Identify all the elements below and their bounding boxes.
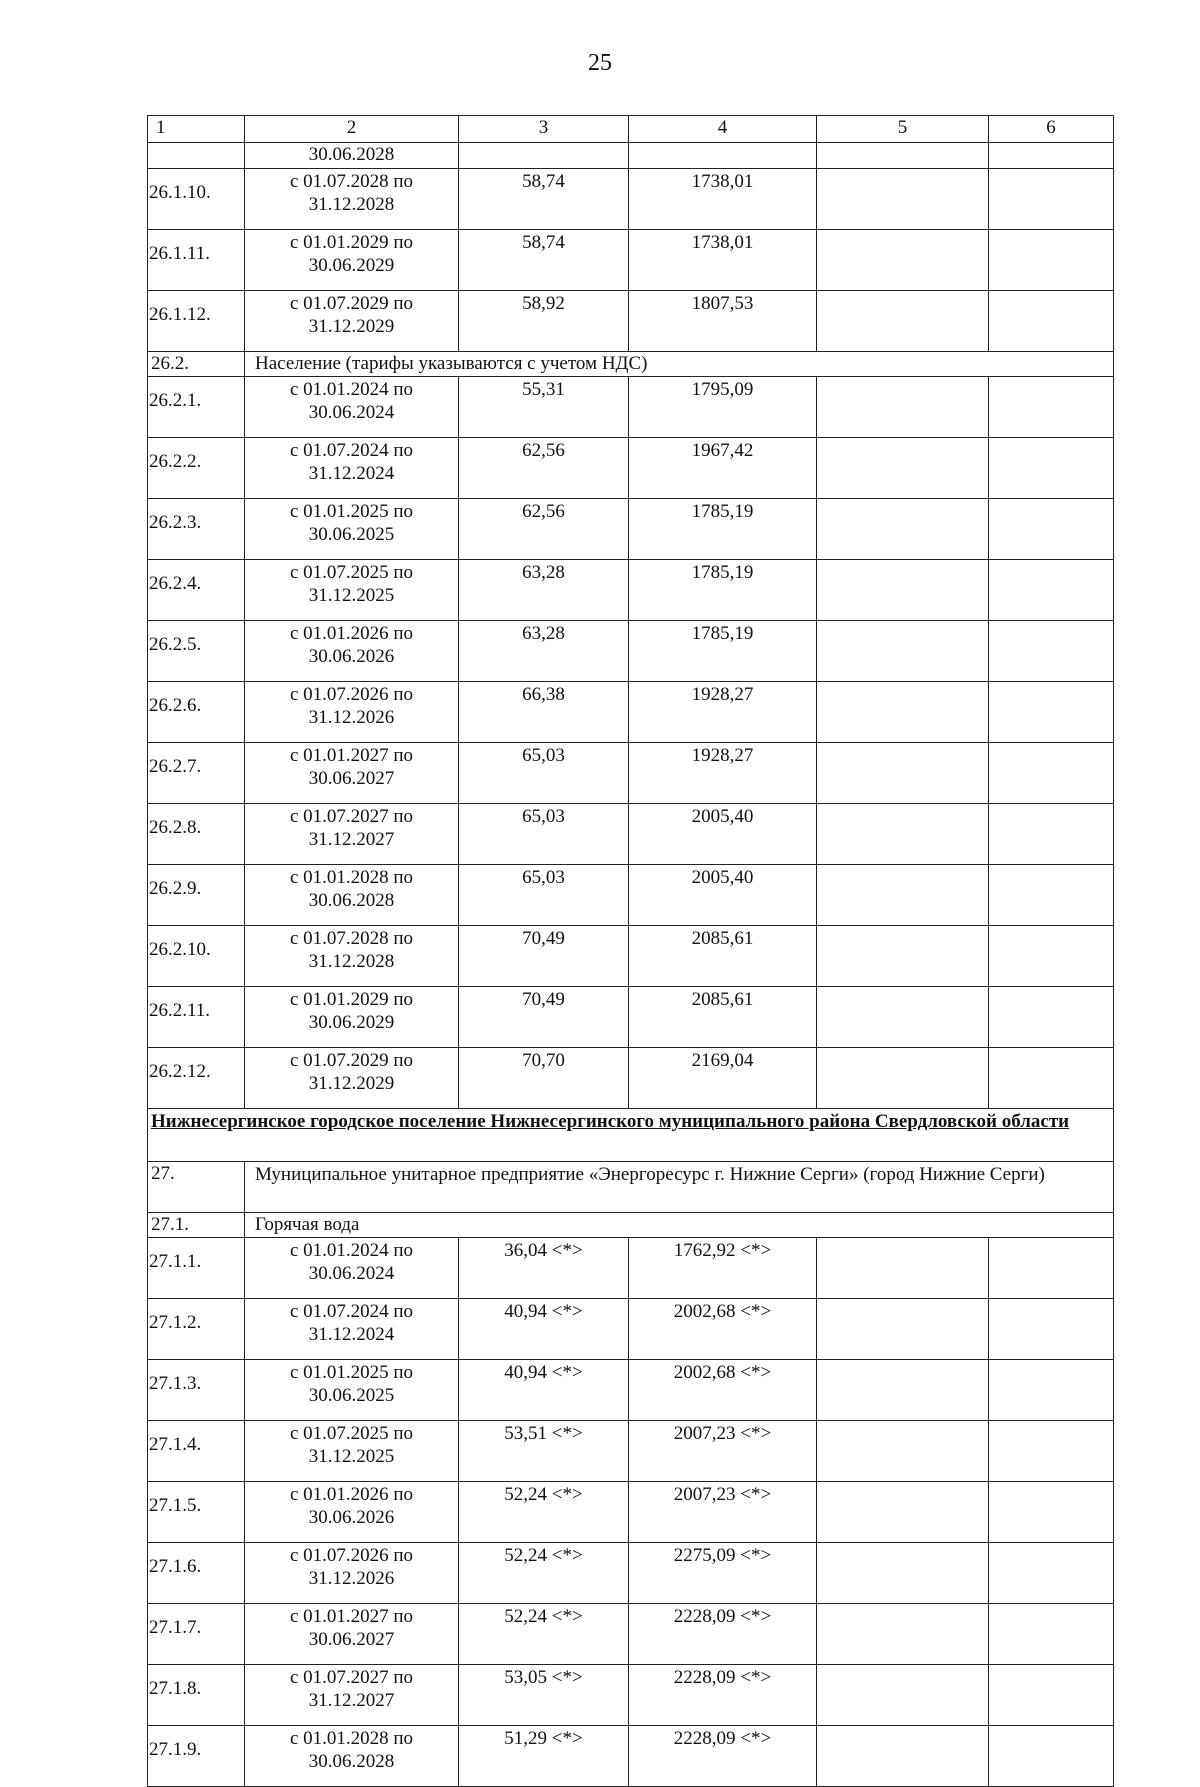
value-col-5 <box>817 560 989 621</box>
row-number: 26.2.11. <box>148 987 245 1048</box>
row-number: 26.2.3. <box>148 499 245 560</box>
section-label: Горячая вода <box>245 1213 1114 1238</box>
value-col-3: 55,31 <box>459 377 629 438</box>
value-col-5 <box>817 1665 989 1726</box>
value-col-3: 52,24 <*> <box>459 1543 629 1604</box>
continuation-period: 30.06.2028 <box>245 143 459 169</box>
value-col-5 <box>817 926 989 987</box>
period-cell: с 01.07.2028 по 31.12.2028 <box>245 926 459 987</box>
value-col-3: 40,94 <*> <box>459 1360 629 1421</box>
value-col-6 <box>989 291 1114 352</box>
period-cell: с 01.01.2026 по 30.06.2026 <box>245 1482 459 1543</box>
tariff-row <box>148 438 1114 499</box>
row-number: 26.2.7. <box>148 743 245 804</box>
value-col-5 <box>817 743 989 804</box>
region-heading: Нижнесергинское городское поселение Нижнесергинского муниципального района Свердловской области <box>148 1109 1114 1162</box>
organization-name: Муниципальное унитарное предприятие «Энергоресурс г. Нижние Серги» (город Нижние Серги) <box>245 1162 1114 1213</box>
value-col-6 <box>989 865 1114 926</box>
tariff-row <box>148 377 1114 438</box>
tariff-row <box>148 1604 1114 1665</box>
value-col-6 <box>989 926 1114 987</box>
value-col-4: 1738,01 <box>629 169 817 230</box>
row-number: 26.2.8. <box>148 804 245 865</box>
tariff-table-body <box>148 116 1114 1787</box>
value-col-5 <box>817 1238 989 1299</box>
value-col-6 <box>989 1238 1114 1299</box>
value-col-4: 2169,04 <box>629 1048 817 1109</box>
value-col-3: 65,03 <box>459 804 629 865</box>
tariff-row <box>148 1482 1114 1543</box>
tariff-row <box>148 621 1114 682</box>
region-heading-row <box>148 1109 1114 1162</box>
row-number: 26.2.6. <box>148 682 245 743</box>
value-col-3: 58,74 <box>459 230 629 291</box>
value-col-3: 36,04 <*> <box>459 1238 629 1299</box>
value-col-5 <box>817 169 989 230</box>
row-number: 26.1.10. <box>148 169 245 230</box>
column-number-row <box>148 116 1114 143</box>
value-col-6 <box>989 621 1114 682</box>
period-cell: с 01.01.2024 по 30.06.2024 <box>245 377 459 438</box>
value-col-6 <box>989 1048 1114 1109</box>
value-col-4: 2005,40 <box>629 804 817 865</box>
tariff-row <box>148 1421 1114 1482</box>
value-col-3: 40,94 <*> <box>459 1299 629 1360</box>
value-col-6 <box>989 377 1114 438</box>
value-col-5 <box>817 1604 989 1665</box>
value-col-4: 2002,68 <*> <box>629 1360 817 1421</box>
continuation-cell <box>459 143 629 169</box>
tariff-row <box>148 499 1114 560</box>
tariff-row <box>148 1048 1114 1109</box>
tariff-row <box>148 743 1114 804</box>
value-col-6 <box>989 169 1114 230</box>
value-col-3: 65,03 <box>459 743 629 804</box>
period-cell: с 01.01.2025 по 30.06.2025 <box>245 1360 459 1421</box>
value-col-6 <box>989 438 1114 499</box>
value-col-4: 1785,19 <box>629 499 817 560</box>
value-col-6 <box>989 560 1114 621</box>
value-col-3: 53,05 <*> <box>459 1665 629 1726</box>
value-col-6 <box>989 1421 1114 1482</box>
value-col-6 <box>989 743 1114 804</box>
row-number: 27.1.9. <box>148 1726 245 1787</box>
value-col-4: 1807,53 <box>629 291 817 352</box>
tariff-row <box>148 1299 1114 1360</box>
section-number: 26.2. <box>148 352 245 377</box>
value-col-5 <box>817 1482 989 1543</box>
value-col-3: 53,51 <*> <box>459 1421 629 1482</box>
value-col-4: 1967,42 <box>629 438 817 499</box>
value-col-3: 52,24 <*> <box>459 1482 629 1543</box>
section-row-27-1 <box>148 1213 1114 1238</box>
value-col-3: 58,92 <box>459 291 629 352</box>
continuation-row <box>148 143 1114 169</box>
tariff-row <box>148 682 1114 743</box>
value-col-5 <box>817 499 989 560</box>
period-cell: с 01.01.2027 по 30.06.2027 <box>245 743 459 804</box>
row-number: 27.1.8. <box>148 1665 245 1726</box>
value-col-6 <box>989 682 1114 743</box>
row-number: 27.1.5. <box>148 1482 245 1543</box>
value-col-6 <box>989 987 1114 1048</box>
row-number: 26.1.11. <box>148 230 245 291</box>
tariff-table <box>147 115 1114 1787</box>
tariff-row <box>148 1543 1114 1604</box>
tariff-row <box>148 804 1114 865</box>
period-cell: с 01.07.2029 по 31.12.2029 <box>245 291 459 352</box>
row-number: 26.2.1. <box>148 377 245 438</box>
page-number: 25 <box>588 50 612 76</box>
value-col-5 <box>817 377 989 438</box>
value-col-3: 51,29 <*> <box>459 1726 629 1787</box>
organization-row-27 <box>148 1162 1114 1213</box>
value-col-5 <box>817 865 989 926</box>
period-cell: с 01.01.2025 по 30.06.2025 <box>245 499 459 560</box>
period-cell: с 01.01.2027 по 30.06.2027 <box>245 1604 459 1665</box>
value-col-4: 1928,27 <box>629 743 817 804</box>
row-number: 26.2.2. <box>148 438 245 499</box>
value-col-4: 1785,19 <box>629 621 817 682</box>
section-row-26-2 <box>148 352 1114 377</box>
value-col-3: 63,28 <box>459 621 629 682</box>
value-col-5 <box>817 682 989 743</box>
row-number: 27.1.2. <box>148 1299 245 1360</box>
value-col-4: 2085,61 <box>629 987 817 1048</box>
value-col-3: 66,38 <box>459 682 629 743</box>
value-col-6 <box>989 499 1114 560</box>
value-col-5 <box>817 987 989 1048</box>
continuation-cell <box>817 143 989 169</box>
value-col-6 <box>989 1360 1114 1421</box>
tariff-row <box>148 926 1114 987</box>
value-col-5 <box>817 1360 989 1421</box>
column-number-2: 2 <box>245 116 459 143</box>
row-number: 26.2.9. <box>148 865 245 926</box>
column-number-1: 1 <box>148 116 245 143</box>
period-cell: с 01.01.2028 по 30.06.2028 <box>245 1726 459 1787</box>
row-number: 27.1.1. <box>148 1238 245 1299</box>
value-col-5 <box>817 804 989 865</box>
period-cell: с 01.07.2026 по 31.12.2026 <box>245 1543 459 1604</box>
value-col-5 <box>817 230 989 291</box>
row-number: 26.2.10. <box>148 926 245 987</box>
period-cell: с 01.07.2024 по 31.12.2024 <box>245 1299 459 1360</box>
row-number: 26.1.12. <box>148 291 245 352</box>
value-col-6 <box>989 804 1114 865</box>
value-col-6 <box>989 230 1114 291</box>
period-cell: с 01.07.2025 по 31.12.2025 <box>245 1421 459 1482</box>
section-label: Население (тарифы указываются с учетом НДС) <box>245 352 1114 377</box>
tariff-row <box>148 1360 1114 1421</box>
tariff-row <box>148 230 1114 291</box>
value-col-4: 2002,68 <*> <box>629 1299 817 1360</box>
tariff-row <box>148 291 1114 352</box>
continuation-cell <box>989 143 1114 169</box>
value-col-5 <box>817 1421 989 1482</box>
value-col-6 <box>989 1543 1114 1604</box>
value-col-4: 2005,40 <box>629 865 817 926</box>
continuation-cell <box>629 143 817 169</box>
value-col-4: 2007,23 <*> <box>629 1482 817 1543</box>
section-number: 27.1. <box>148 1213 245 1238</box>
period-cell: с 01.01.2024 по 30.06.2024 <box>245 1238 459 1299</box>
organization-number: 27. <box>148 1162 245 1213</box>
value-col-4: 2007,23 <*> <box>629 1421 817 1482</box>
value-col-3: 70,49 <box>459 926 629 987</box>
tariff-row <box>148 169 1114 230</box>
value-col-5 <box>817 1726 989 1787</box>
value-col-3: 70,49 <box>459 987 629 1048</box>
tariff-row <box>148 1726 1114 1787</box>
row-number: 27.1.6. <box>148 1543 245 1604</box>
value-col-3: 65,03 <box>459 865 629 926</box>
period-cell: с 01.07.2027 по 31.12.2027 <box>245 804 459 865</box>
period-cell: с 01.07.2025 по 31.12.2025 <box>245 560 459 621</box>
value-col-4: 1738,01 <box>629 230 817 291</box>
value-col-6 <box>989 1726 1114 1787</box>
value-col-4: 1762,92 <*> <box>629 1238 817 1299</box>
column-number-3: 3 <box>459 116 629 143</box>
value-col-5 <box>817 1048 989 1109</box>
tariff-row <box>148 987 1114 1048</box>
value-col-3: 58,74 <box>459 169 629 230</box>
period-cell: с 01.01.2028 по 30.06.2028 <box>245 865 459 926</box>
row-number: 27.1.4. <box>148 1421 245 1482</box>
continuation-num-cell <box>148 143 245 169</box>
value-col-5 <box>817 1543 989 1604</box>
value-col-3: 70,70 <box>459 1048 629 1109</box>
column-number-5: 5 <box>817 116 989 143</box>
value-col-3: 63,28 <box>459 560 629 621</box>
period-cell: с 01.07.2029 по 31.12.2029 <box>245 1048 459 1109</box>
tariff-row <box>148 1665 1114 1726</box>
row-number: 26.2.5. <box>148 621 245 682</box>
column-number-6: 6 <box>989 116 1114 143</box>
tariff-row <box>148 560 1114 621</box>
period-cell: с 01.07.2024 по 31.12.2024 <box>245 438 459 499</box>
value-col-5 <box>817 291 989 352</box>
value-col-3: 52,24 <*> <box>459 1604 629 1665</box>
value-col-3: 62,56 <box>459 499 629 560</box>
row-number: 27.1.3. <box>148 1360 245 1421</box>
tariff-row <box>148 865 1114 926</box>
period-cell: с 01.01.2029 по 30.06.2029 <box>245 987 459 1048</box>
value-col-5 <box>817 1299 989 1360</box>
period-cell: с 01.01.2026 по 30.06.2026 <box>245 621 459 682</box>
value-col-5 <box>817 621 989 682</box>
period-cell: с 01.07.2026 по 31.12.2026 <box>245 682 459 743</box>
value-col-4: 2275,09 <*> <box>629 1543 817 1604</box>
value-col-3: 62,56 <box>459 438 629 499</box>
column-number-4: 4 <box>629 116 817 143</box>
value-col-6 <box>989 1299 1114 1360</box>
value-col-6 <box>989 1665 1114 1726</box>
value-col-5 <box>817 438 989 499</box>
value-col-4: 1785,19 <box>629 560 817 621</box>
period-cell: с 01.07.2027 по 31.12.2027 <box>245 1665 459 1726</box>
tariff-row <box>148 1238 1114 1299</box>
value-col-4: 1795,09 <box>629 377 817 438</box>
value-col-4: 1928,27 <box>629 682 817 743</box>
value-col-6 <box>989 1482 1114 1543</box>
value-col-6 <box>989 1604 1114 1665</box>
row-number: 27.1.7. <box>148 1604 245 1665</box>
row-number: 26.2.4. <box>148 560 245 621</box>
value-col-4: 2228,09 <*> <box>629 1604 817 1665</box>
row-number: 26.2.12. <box>148 1048 245 1109</box>
value-col-4: 2228,09 <*> <box>629 1726 817 1787</box>
value-col-4: 2085,61 <box>629 926 817 987</box>
period-cell: с 01.07.2028 по 31.12.2028 <box>245 169 459 230</box>
period-cell: с 01.01.2029 по 30.06.2029 <box>245 230 459 291</box>
value-col-4: 2228,09 <*> <box>629 1665 817 1726</box>
